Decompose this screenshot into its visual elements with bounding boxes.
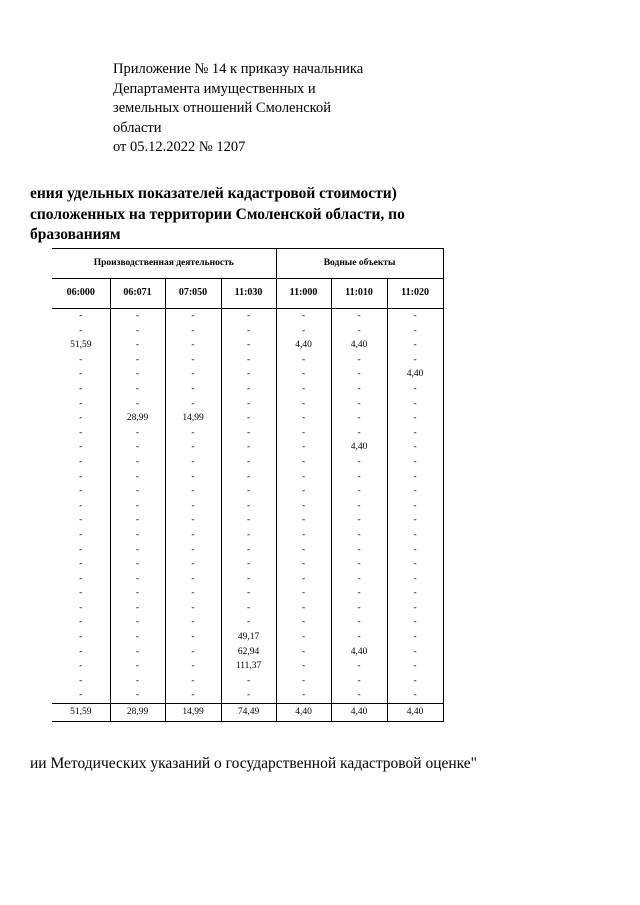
table-cell: -: [221, 528, 276, 543]
table-row: [52, 572, 443, 587]
table-cell: -: [52, 630, 110, 645]
table-cell: -: [276, 411, 331, 426]
table-cell: -: [276, 674, 331, 689]
appendix-line: Департамента имущественных и: [113, 80, 316, 97]
table-row: [52, 499, 443, 514]
document-heading: [30, 184, 405, 246]
table-cell: -: [110, 382, 165, 397]
table-cell: -: [387, 353, 443, 368]
table-cell: -: [52, 645, 110, 660]
table-cell: -: [110, 397, 165, 412]
code-header: 11:030: [221, 279, 276, 309]
table-cell: -: [221, 397, 276, 412]
table-cell: -: [387, 397, 443, 412]
table-cell: -: [331, 470, 387, 485]
table-cell: -: [110, 688, 165, 703]
table-cell: 4,40: [276, 338, 331, 353]
table-cell: -: [165, 338, 221, 353]
heading-line: ения удельных показателей кадастровой стоимости): [30, 185, 397, 202]
total-cell: 51,59: [52, 704, 110, 722]
table-cell: -: [387, 411, 443, 426]
table-cell: -: [276, 440, 331, 455]
table-cell: -: [331, 309, 387, 324]
appendix-line: области: [113, 119, 162, 136]
table-cell: -: [52, 659, 110, 674]
table-row: [52, 688, 443, 703]
table-row: [52, 411, 443, 426]
table-cell: -: [165, 470, 221, 485]
table-cell: -: [331, 659, 387, 674]
table-cell: -: [221, 499, 276, 514]
table-cell: -: [387, 528, 443, 543]
table-cell: 51,59: [52, 338, 110, 353]
table-row: [52, 674, 443, 689]
table-cell: -: [52, 586, 110, 601]
table-cell: -: [387, 586, 443, 601]
table-cell: -: [276, 324, 331, 339]
table-cell: -: [331, 630, 387, 645]
table-row: [52, 324, 443, 339]
table-cell: -: [221, 382, 276, 397]
table-row: [52, 601, 443, 616]
table-row: [52, 557, 443, 572]
table-cell: -: [110, 543, 165, 558]
table-cell: -: [276, 513, 331, 528]
table-cell: -: [52, 455, 110, 470]
table-cell: -: [387, 615, 443, 630]
table-cell: -: [52, 528, 110, 543]
table-cell: -: [387, 645, 443, 660]
table-cell: -: [165, 499, 221, 514]
table-cell: -: [387, 440, 443, 455]
table-cell: -: [276, 353, 331, 368]
table-cell: -: [221, 426, 276, 441]
code-header: 06:071: [110, 279, 165, 309]
table-cell: -: [276, 426, 331, 441]
table-cell: -: [52, 499, 110, 514]
table-row: [52, 338, 443, 353]
table-cell: -: [221, 543, 276, 558]
appendix-line: Приложение № 14 к приказу начальника: [113, 61, 364, 77]
table-cell: -: [52, 470, 110, 485]
table-row: [52, 615, 443, 630]
table-cell: -: [387, 484, 443, 499]
table-cell: -: [165, 353, 221, 368]
table-cell: 4,40: [387, 367, 443, 382]
table-cell: -: [165, 586, 221, 601]
total-cell: 74,49: [221, 704, 276, 722]
code-header: 11:000: [276, 279, 331, 309]
table-cell: -: [52, 324, 110, 339]
table-cell: 111,37: [221, 659, 276, 674]
table-cell: -: [331, 499, 387, 514]
table-cell: -: [387, 338, 443, 353]
table-cell: 14,99: [165, 411, 221, 426]
table-cell: -: [52, 367, 110, 382]
table-cell: -: [110, 630, 165, 645]
table-cell: -: [165, 528, 221, 543]
table-cell: -: [276, 367, 331, 382]
table-cell: -: [276, 397, 331, 412]
table-cell: -: [110, 470, 165, 485]
table-cell: 4,40: [331, 645, 387, 660]
table-cell: -: [52, 513, 110, 528]
table-cell: -: [387, 470, 443, 485]
appendix-line: от 05.12.2022 № 1207: [113, 139, 246, 156]
table-cell: -: [331, 601, 387, 616]
total-cell: 4,40: [387, 704, 443, 722]
table-cell: -: [276, 470, 331, 485]
table-cell: -: [110, 513, 165, 528]
table-cell: -: [221, 338, 276, 353]
code-header: 06:000: [52, 279, 110, 309]
table-cell: -: [165, 324, 221, 339]
table-cell: -: [110, 557, 165, 572]
table-cell: -: [276, 572, 331, 587]
table-cell: -: [331, 353, 387, 368]
cadastral-values-table: [52, 248, 444, 722]
table-cell: -: [276, 630, 331, 645]
code-header: 11:020: [387, 279, 443, 309]
table-cell: -: [221, 688, 276, 703]
table-row: [52, 630, 443, 645]
table-cell: -: [165, 615, 221, 630]
table-cell: -: [165, 688, 221, 703]
table-cell: -: [165, 557, 221, 572]
code-header-row: [52, 279, 443, 309]
table-cell: -: [110, 586, 165, 601]
table-cell: -: [110, 659, 165, 674]
table-cell: -: [110, 572, 165, 587]
table-row: [52, 543, 443, 558]
code-header: 07:050: [165, 279, 221, 309]
table-cell: -: [221, 674, 276, 689]
table-row: [52, 353, 443, 368]
table-cell: -: [331, 557, 387, 572]
table-cell: -: [331, 572, 387, 587]
table-cell: 4,40: [331, 440, 387, 455]
table-cell: -: [221, 353, 276, 368]
table-cell: -: [276, 455, 331, 470]
table-cell: -: [276, 528, 331, 543]
table-cell: -: [221, 367, 276, 382]
totals-row: [52, 704, 443, 722]
table-row: [52, 397, 443, 412]
table-cell: -: [331, 411, 387, 426]
table-cell: -: [52, 484, 110, 499]
heading-line: сположенных на территории Смоленской области, по: [30, 205, 405, 223]
table-cell: -: [221, 484, 276, 499]
code-header: 11:010: [331, 279, 387, 309]
table-cell: -: [52, 353, 110, 368]
table-cell: -: [165, 601, 221, 616]
table-cell: -: [387, 630, 443, 645]
appendix-reference: [113, 60, 363, 158]
total-cell: 28,99: [110, 704, 165, 722]
table-cell: -: [110, 324, 165, 339]
table-cell: -: [331, 615, 387, 630]
table-row: [52, 484, 443, 499]
table-cell: -: [110, 601, 165, 616]
table-cell: -: [387, 499, 443, 514]
table-cell: -: [110, 455, 165, 470]
table-cell: -: [52, 557, 110, 572]
table-cell: -: [331, 382, 387, 397]
table-cell: -: [221, 601, 276, 616]
table-cell: 62,94: [221, 645, 276, 660]
table-cell: -: [221, 615, 276, 630]
table-row: [52, 513, 443, 528]
table-cell: -: [276, 499, 331, 514]
table-cell: -: [221, 470, 276, 485]
table-cell: -: [110, 353, 165, 368]
table-cell: -: [52, 397, 110, 412]
table-cell: -: [387, 557, 443, 572]
table-cell: -: [52, 426, 110, 441]
table-cell: -: [165, 309, 221, 324]
table-cell: -: [221, 455, 276, 470]
table-cell: -: [221, 440, 276, 455]
table-row: [52, 528, 443, 543]
table-cell: -: [276, 543, 331, 558]
table-cell: -: [52, 572, 110, 587]
table-cell: -: [331, 688, 387, 703]
table-cell: -: [331, 674, 387, 689]
table-row: [52, 659, 443, 674]
table-cell: -: [221, 557, 276, 572]
table-cell: -: [52, 309, 110, 324]
table-row: [52, 455, 443, 470]
table-cell: -: [52, 674, 110, 689]
table-cell: -: [165, 484, 221, 499]
table-cell: -: [221, 513, 276, 528]
table-cell: -: [110, 309, 165, 324]
table-cell: -: [52, 411, 110, 426]
table-row: [52, 309, 443, 324]
table-cell: -: [110, 674, 165, 689]
table-cell: -: [52, 382, 110, 397]
table-cell: -: [221, 572, 276, 587]
table-cell: -: [387, 688, 443, 703]
table-cell: -: [52, 543, 110, 558]
table-cell: -: [387, 601, 443, 616]
table-cell: -: [387, 309, 443, 324]
group-header-production: Производственная деятельность: [52, 249, 276, 279]
table-cell: -: [387, 426, 443, 441]
table-cell: -: [110, 645, 165, 660]
table-cell: -: [331, 484, 387, 499]
total-cell: 14,99: [165, 704, 221, 722]
table-cell: -: [276, 382, 331, 397]
table-cell: -: [52, 440, 110, 455]
table-cell: -: [276, 309, 331, 324]
table-cell: -: [165, 572, 221, 587]
table-cell: -: [221, 586, 276, 601]
table-cell: -: [276, 586, 331, 601]
table-cell: -: [276, 615, 331, 630]
table-cell: -: [331, 455, 387, 470]
table-cell: -: [221, 309, 276, 324]
table-cell: -: [165, 382, 221, 397]
table-row: [52, 440, 443, 455]
table-cell: -: [110, 440, 165, 455]
table-cell: -: [331, 426, 387, 441]
table-cell: -: [165, 455, 221, 470]
appendix-line: земельных отношений Смоленской: [113, 100, 332, 117]
table-cell: -: [110, 426, 165, 441]
table-cell: -: [110, 615, 165, 630]
table-cell: -: [387, 324, 443, 339]
table-cell: -: [276, 601, 331, 616]
table-cell: -: [165, 630, 221, 645]
table-row: [52, 382, 443, 397]
group-header-water: Водные объекты: [276, 249, 443, 279]
table-cell: -: [165, 440, 221, 455]
table-cell: -: [331, 324, 387, 339]
table-cell: -: [110, 499, 165, 514]
table-cell: -: [165, 645, 221, 660]
table-row: [52, 470, 443, 485]
table-row: [52, 586, 443, 601]
table-cell: -: [276, 659, 331, 674]
footer-text: ии Методических указаний о государственной кадастровой оценке": [30, 755, 478, 772]
table-cell: -: [331, 543, 387, 558]
table-cell: -: [276, 557, 331, 572]
table-cell: -: [52, 688, 110, 703]
table-cell: -: [331, 397, 387, 412]
table-cell: 49,17: [221, 630, 276, 645]
table-row: [52, 645, 443, 660]
table-cell: -: [387, 543, 443, 558]
heading-line: бразованиям: [30, 226, 121, 243]
table-cell: -: [276, 645, 331, 660]
table-cell: -: [52, 615, 110, 630]
table-cell: -: [165, 367, 221, 382]
table-cell: -: [331, 586, 387, 601]
table-cell: -: [387, 659, 443, 674]
table-cell: -: [276, 484, 331, 499]
table-cell: -: [387, 513, 443, 528]
table-cell: -: [276, 688, 331, 703]
table-cell: -: [221, 411, 276, 426]
table-cell: -: [387, 382, 443, 397]
table-cell: -: [387, 572, 443, 587]
table-cell: -: [165, 426, 221, 441]
table-row: [52, 367, 443, 382]
table-cell: -: [110, 528, 165, 543]
table-cell: -: [165, 513, 221, 528]
table-cell: 4,40: [331, 338, 387, 353]
table-cell: -: [331, 367, 387, 382]
table-cell: -: [165, 543, 221, 558]
table-cell: -: [165, 397, 221, 412]
table-cell: -: [387, 455, 443, 470]
table-cell: 28,99: [110, 411, 165, 426]
group-header-row: [52, 249, 443, 279]
total-cell: 4,40: [331, 704, 387, 722]
table-cell: -: [387, 674, 443, 689]
table-cell: -: [52, 601, 110, 616]
table-cell: -: [110, 484, 165, 499]
table-cell: -: [165, 674, 221, 689]
table-cell: -: [110, 338, 165, 353]
table-cell: -: [165, 659, 221, 674]
table-cell: -: [331, 528, 387, 543]
table-row: [52, 426, 443, 441]
table-cell: -: [221, 324, 276, 339]
total-cell: 4,40: [276, 704, 331, 722]
table-cell: -: [331, 513, 387, 528]
table-cell: -: [110, 367, 165, 382]
